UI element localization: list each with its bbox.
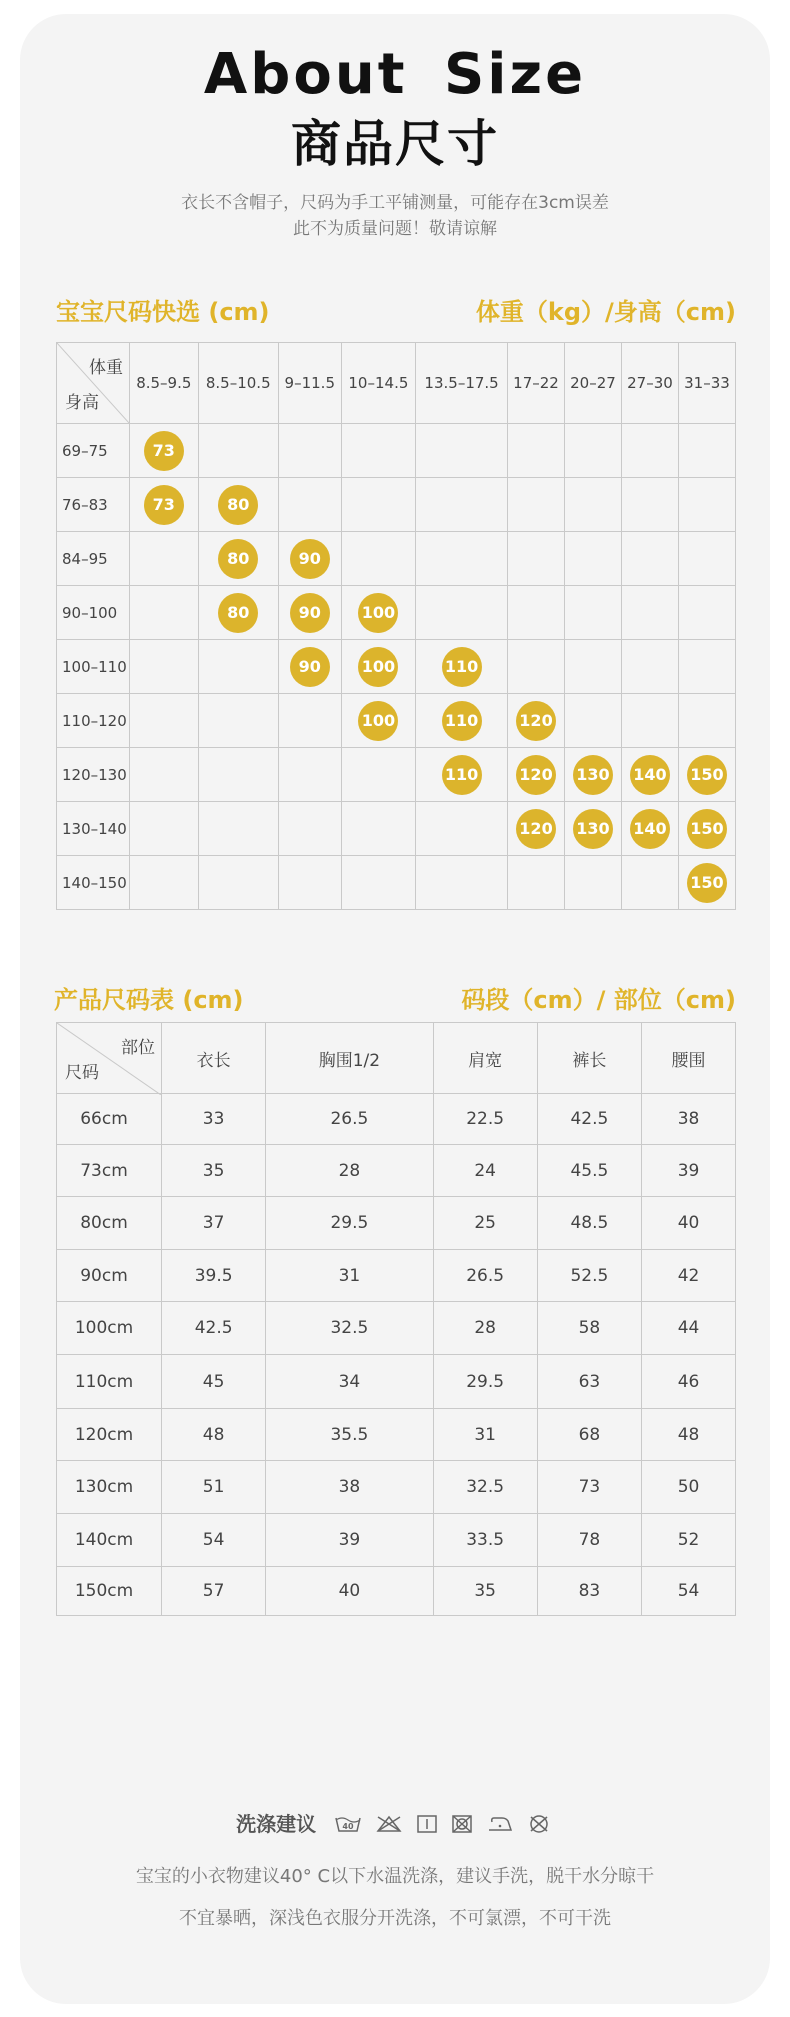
quick-cell — [508, 748, 565, 802]
height-label: 110–120 — [57, 694, 130, 748]
size-badge: 130 — [573, 755, 613, 795]
size-badge: 120 — [516, 755, 556, 795]
size-chart-table — [56, 1022, 736, 1616]
size-badge: 130 — [573, 809, 613, 849]
measurement-cell: 22.5 — [433, 1094, 537, 1145]
quick-cell — [341, 640, 415, 694]
measurement-cell: 52 — [642, 1514, 736, 1567]
measurement-cell: 45 — [162, 1355, 266, 1409]
quick-cell — [130, 424, 199, 478]
size-row — [57, 1567, 736, 1616]
measurement-cell: 58 — [537, 1302, 641, 1355]
size-label: 66cm — [57, 1094, 162, 1145]
measurement-cell: 52.5 — [537, 1250, 641, 1302]
measurement-cell: 34 — [266, 1355, 433, 1409]
quick-cell — [678, 640, 735, 694]
size-badge: 150 — [687, 755, 727, 795]
measurement-cell: 42.5 — [537, 1094, 641, 1145]
quick-cell — [416, 586, 508, 640]
quick-cell — [416, 424, 508, 478]
quick-cell — [621, 424, 678, 478]
measurement-cell: 31 — [433, 1409, 537, 1461]
size-badge: 120 — [516, 809, 556, 849]
quick-row — [57, 478, 736, 532]
height-label: 90–100 — [57, 586, 130, 640]
wash-40-icon — [334, 1814, 362, 1839]
measurement-cell: 29.5 — [433, 1355, 537, 1409]
height-label: 84–95 — [57, 532, 130, 586]
size-row — [57, 1461, 736, 1514]
height-label: 100–110 — [57, 640, 130, 694]
quick-cell — [130, 532, 199, 586]
quick-cell — [416, 856, 508, 910]
weight-header: 8.5–9.5 — [130, 343, 199, 424]
size-row — [57, 1355, 736, 1409]
column-header: 腰围 — [642, 1023, 736, 1094]
quick-cell — [130, 586, 199, 640]
quick-cell — [341, 586, 415, 640]
size-badge: 100 — [358, 701, 398, 741]
quick-cell — [508, 856, 565, 910]
quick-cell — [278, 748, 341, 802]
no-dry-clean-icon — [527, 1814, 551, 1839]
quick-row — [57, 640, 736, 694]
size-label: 150cm — [57, 1567, 162, 1616]
quick-cell — [278, 694, 341, 748]
quick-row — [57, 856, 736, 910]
quick-cell — [341, 532, 415, 586]
quick-cell — [508, 640, 565, 694]
size-badge: 110 — [442, 755, 482, 795]
size-label: 80cm — [57, 1197, 162, 1250]
no-tumble-dry-icon — [451, 1814, 473, 1839]
quick-cell — [198, 640, 278, 694]
height-label: 76–83 — [57, 478, 130, 532]
corner-size-label: 尺码 — [65, 1063, 99, 1083]
quick-cell — [678, 802, 735, 856]
size-badge: 80 — [218, 485, 258, 525]
size-badge: 140 — [630, 755, 670, 795]
quick-cell — [341, 802, 415, 856]
size-badge: 73 — [144, 485, 184, 525]
quick-cell — [678, 856, 735, 910]
no-bleach-icon — [375, 1814, 403, 1839]
wash-temp-label: 40 — [342, 1821, 354, 1831]
quick-cell — [198, 748, 278, 802]
size-table-axis-title: 码段（cm）/ 部位（cm) — [461, 986, 736, 1014]
quick-cell — [198, 424, 278, 478]
quick-cell — [678, 586, 735, 640]
measurement-cell: 57 — [162, 1567, 266, 1616]
measurement-cell: 39.5 — [162, 1250, 266, 1302]
quick-cell — [565, 586, 622, 640]
quick-cell — [508, 532, 565, 586]
quick-row — [57, 424, 736, 478]
quick-cell — [416, 640, 508, 694]
hang-dry-icon — [416, 1814, 438, 1839]
quick-cell — [508, 478, 565, 532]
size-badge: 90 — [290, 647, 330, 687]
quick-cell — [278, 532, 341, 586]
quick-cell — [508, 586, 565, 640]
size-badge: 110 — [442, 647, 482, 687]
quick-cell — [278, 640, 341, 694]
measurement-cell: 68 — [537, 1409, 641, 1461]
quick-select-title: 宝宝尺码快选 (cm) — [56, 298, 270, 326]
size-header-row — [57, 1023, 736, 1094]
measurement-cell: 42 — [642, 1250, 736, 1302]
size-table-title: 产品尺码表 (cm) — [54, 986, 244, 1014]
quick-cell — [565, 478, 622, 532]
measurement-cell: 83 — [537, 1567, 641, 1616]
size-badge: 120 — [516, 701, 556, 741]
measurement-cell: 37 — [162, 1197, 266, 1250]
size-badge: 80 — [218, 593, 258, 633]
measurement-cell: 44 — [642, 1302, 736, 1355]
column-header: 胸围1/2 — [266, 1023, 433, 1094]
measurement-cell: 78 — [537, 1514, 641, 1567]
quick-cell — [678, 748, 735, 802]
quick-cell — [508, 424, 565, 478]
quick-cell — [621, 802, 678, 856]
quick-cell — [278, 856, 341, 910]
quick-cell — [621, 748, 678, 802]
measurement-cell: 45.5 — [537, 1145, 641, 1197]
measurement-cell: 35.5 — [266, 1409, 433, 1461]
size-badge: 80 — [218, 539, 258, 579]
weight-header: 17–22 — [508, 343, 565, 424]
size-label: 100cm — [57, 1302, 162, 1355]
quick-cell — [198, 532, 278, 586]
measurement-cell: 40 — [266, 1567, 433, 1616]
quick-row — [57, 694, 736, 748]
measurement-cell: 32.5 — [266, 1302, 433, 1355]
quick-cell — [416, 802, 508, 856]
size-row — [57, 1145, 736, 1197]
quick-cell — [416, 694, 508, 748]
size-label: 73cm — [57, 1145, 162, 1197]
size-label: 140cm — [57, 1514, 162, 1567]
height-label: 140–150 — [57, 856, 130, 910]
measurement-cell: 73 — [537, 1461, 641, 1514]
measurement-cell: 39 — [642, 1145, 736, 1197]
quick-cell — [508, 694, 565, 748]
page-title-en: About Size — [203, 42, 587, 107]
quick-cell — [416, 532, 508, 586]
quick-cell — [198, 694, 278, 748]
size-badge: 100 — [358, 647, 398, 687]
quick-cell — [130, 640, 199, 694]
size-row — [57, 1514, 736, 1567]
care-icons — [331, 1813, 554, 1839]
measurement-cell: 48.5 — [537, 1197, 641, 1250]
size-row — [57, 1197, 736, 1250]
quick-cell — [416, 748, 508, 802]
quick-row — [57, 532, 736, 586]
quick-cell — [130, 478, 199, 532]
quick-cell — [621, 586, 678, 640]
quick-cell — [341, 694, 415, 748]
quick-cell — [278, 586, 341, 640]
measurement-cell: 29.5 — [266, 1197, 433, 1250]
quick-cell — [130, 856, 199, 910]
measurement-cell: 26.5 — [266, 1094, 433, 1145]
measurement-cell: 33 — [162, 1094, 266, 1145]
weight-header: 9–11.5 — [278, 343, 341, 424]
wash-advice-line1: 宝宝的小衣物建议40° C以下水温洗涤，建议手洗，脱干水分晾干 — [135, 1866, 655, 1887]
measurement-note: 衣长不含帽子，尺码为手工平铺测量，可能存在3cm误差 — [181, 193, 609, 213]
quick-row — [57, 748, 736, 802]
wash-heading — [0, 1808, 790, 1839]
weight-header: 10–14.5 — [341, 343, 415, 424]
weight-header: 20–27 — [565, 343, 622, 424]
quick-cell — [130, 802, 199, 856]
quick-cell — [678, 532, 735, 586]
measurement-cell: 33.5 — [433, 1514, 537, 1567]
weight-header: 8.5–10.5 — [198, 343, 278, 424]
quick-cell — [621, 640, 678, 694]
quick-cell — [678, 424, 735, 478]
measurement-cell: 35 — [162, 1145, 266, 1197]
measurement-cell: 46 — [642, 1355, 736, 1409]
size-badge: 140 — [630, 809, 670, 849]
size-row — [57, 1409, 736, 1461]
quick-cell — [198, 586, 278, 640]
quick-cell — [565, 856, 622, 910]
quick-cell — [565, 694, 622, 748]
measurement-cell: 38 — [642, 1094, 736, 1145]
measurement-cell: 35 — [433, 1567, 537, 1616]
measurement-cell: 42.5 — [162, 1302, 266, 1355]
measurement-cell: 39 — [266, 1514, 433, 1567]
measurement-cell: 48 — [162, 1409, 266, 1461]
measurement-cell: 48 — [642, 1409, 736, 1461]
quick-corner-cell — [57, 343, 130, 424]
size-badge: 100 — [358, 593, 398, 633]
wash-title: 洗涤建议 — [236, 1812, 317, 1836]
quick-cell — [621, 694, 678, 748]
quick-cell — [565, 640, 622, 694]
size-label: 120cm — [57, 1409, 162, 1461]
quick-row — [57, 802, 736, 856]
measurement-cell: 63 — [537, 1355, 641, 1409]
quick-cell — [341, 856, 415, 910]
quick-cell — [130, 694, 199, 748]
quick-cell — [341, 748, 415, 802]
quick-cell — [198, 478, 278, 532]
column-header: 衣长 — [162, 1023, 266, 1094]
quick-cell — [565, 748, 622, 802]
iron-icon — [486, 1814, 514, 1839]
size-badge: 150 — [687, 809, 727, 849]
quality-note: 此不为质量问题！敬请谅解 — [293, 219, 497, 239]
measurement-cell: 28 — [433, 1302, 537, 1355]
height-label: 69–75 — [57, 424, 130, 478]
quick-cell — [416, 478, 508, 532]
height-label: 120–130 — [57, 748, 130, 802]
column-header: 裤长 — [537, 1023, 641, 1094]
size-badge: 90 — [290, 593, 330, 633]
measurement-cell: 25 — [433, 1197, 537, 1250]
measurement-cell: 31 — [266, 1250, 433, 1302]
size-corner-cell — [57, 1023, 162, 1094]
measurement-cell: 32.5 — [433, 1461, 537, 1514]
measurement-cell: 54 — [642, 1567, 736, 1616]
wash-advice-line2: 不宜暴晒，深浅色衣服分开洗涤，不可氯漂，不可干洗 — [179, 1908, 611, 1929]
weight-header: 13.5–17.5 — [416, 343, 508, 424]
height-label: 130–140 — [57, 802, 130, 856]
size-label: 130cm — [57, 1461, 162, 1514]
size-label: 90cm — [57, 1250, 162, 1302]
measurement-cell: 51 — [162, 1461, 266, 1514]
measurement-cell: 28 — [266, 1145, 433, 1197]
measurement-cell: 38 — [266, 1461, 433, 1514]
size-badge: 73 — [144, 431, 184, 471]
quick-cell — [341, 478, 415, 532]
corner-part-label: 部位 — [121, 1038, 155, 1058]
quick-cell — [678, 478, 735, 532]
page-title-cn: 商品尺寸 — [291, 115, 499, 173]
quick-cell — [565, 532, 622, 586]
size-label: 110cm — [57, 1355, 162, 1409]
quick-cell — [130, 748, 199, 802]
size-badge: 110 — [442, 701, 482, 741]
quick-select-axis-title: 体重（kg）/身高（cm) — [475, 298, 736, 326]
measurement-cell: 24 — [433, 1145, 537, 1197]
size-row — [57, 1302, 736, 1355]
measurement-cell: 50 — [642, 1461, 736, 1514]
column-header: 肩宽 — [433, 1023, 537, 1094]
quick-cell — [278, 478, 341, 532]
quick-cell — [198, 802, 278, 856]
quick-header-row — [57, 343, 736, 424]
quick-cell — [508, 802, 565, 856]
quick-cell — [198, 856, 278, 910]
quick-cell — [565, 802, 622, 856]
quick-cell — [565, 424, 622, 478]
quick-cell — [621, 532, 678, 586]
quick-cell — [341, 424, 415, 478]
quick-cell — [278, 424, 341, 478]
quick-cell — [278, 802, 341, 856]
size-badge: 90 — [290, 539, 330, 579]
measurement-cell: 40 — [642, 1197, 736, 1250]
quick-cell — [621, 478, 678, 532]
measurement-cell: 54 — [162, 1514, 266, 1567]
corner-weight-label: 体重 — [89, 358, 123, 378]
weight-header: 27–30 — [621, 343, 678, 424]
quick-cell — [678, 694, 735, 748]
quick-cell — [621, 856, 678, 910]
size-row — [57, 1094, 736, 1145]
quick-select-table — [56, 342, 736, 910]
quick-row — [57, 586, 736, 640]
weight-header: 31–33 — [678, 343, 735, 424]
size-row — [57, 1250, 736, 1302]
size-badge: 150 — [687, 863, 727, 903]
measurement-cell: 26.5 — [433, 1250, 537, 1302]
corner-height-label: 身高 — [65, 393, 99, 413]
